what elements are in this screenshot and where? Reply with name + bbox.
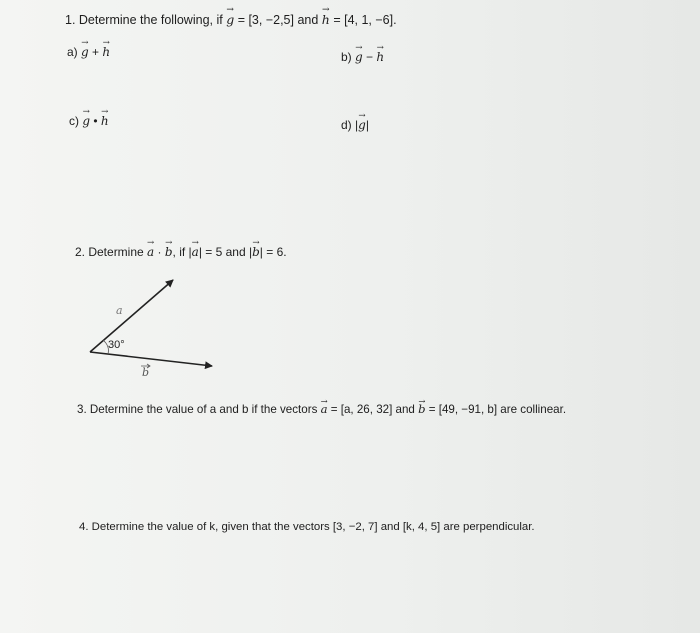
diagram-angle-label: 30° (108, 339, 125, 351)
q3-a-value: = [a, 26, 32] and (327, 403, 419, 416)
q3-a-symbol: → a (321, 402, 328, 416)
q2-condition-part3: | = 6. (259, 245, 287, 259)
q1a-operator: + (88, 45, 103, 59)
diagram-vector-b-label: b (142, 366, 150, 379)
q1c-label: c) (69, 114, 83, 128)
q3-b-value: = [49, −91, b] are collinear. (425, 403, 567, 416)
q1a-g-symbol: → g (81, 45, 89, 59)
q1c-operator: • (90, 114, 101, 128)
q2-condition-part1: , if | (172, 245, 192, 259)
q1-part-d: d) |→ g| (341, 118, 369, 132)
vector-b-arrow (90, 352, 212, 366)
q2-abs-b-symbol: → b (252, 245, 260, 259)
q1c-h-symbol: → h (101, 114, 109, 128)
q1b-g-symbol: → g (355, 50, 363, 64)
q1a-label: a) (67, 45, 82, 59)
q1b-h-symbol: → h (376, 50, 384, 64)
question-4-text (79, 521, 535, 533)
vector-g-symbol: → g (226, 12, 234, 27)
q1b-operator: − (362, 50, 377, 64)
q1d-label: d) (341, 118, 356, 132)
q2-b-symbol: → b (165, 245, 173, 259)
vector-g-value: = [3, −2,5] and (234, 13, 322, 27)
vector-h-symbol: → h (322, 12, 330, 27)
q3-prefix: 3. Determine the value of a and b if the vectors (77, 403, 321, 416)
q4-text: 4. Determine the value of k, given that the vectors [3, −2, 7] and [k, 4, 5] are perpendicular. (79, 521, 535, 533)
question-3-text (77, 402, 566, 416)
q1b-label: b) (341, 50, 356, 64)
q2-a-symbol: → a (147, 245, 154, 259)
q2-abs-a-symbol: → a (192, 245, 199, 259)
q2-condition-part2: | = 5 and | (198, 245, 253, 259)
vector-h-value: = [4, 1, −6]. (329, 13, 397, 27)
vector-a-arrow (90, 280, 173, 352)
q3-b-symbol: → b (418, 402, 425, 416)
q2-prefix: 2. Determine (75, 245, 148, 259)
diagram-vector-a-label: a (116, 304, 123, 317)
q1d-g-symbol: → g (358, 118, 366, 132)
q1c-g-symbol: → g (82, 114, 90, 128)
q1a-h-symbol: → h (102, 45, 110, 59)
q1-prefix: 1. Determine the following, if (65, 13, 227, 27)
q2-dot-operator: · (154, 245, 165, 259)
